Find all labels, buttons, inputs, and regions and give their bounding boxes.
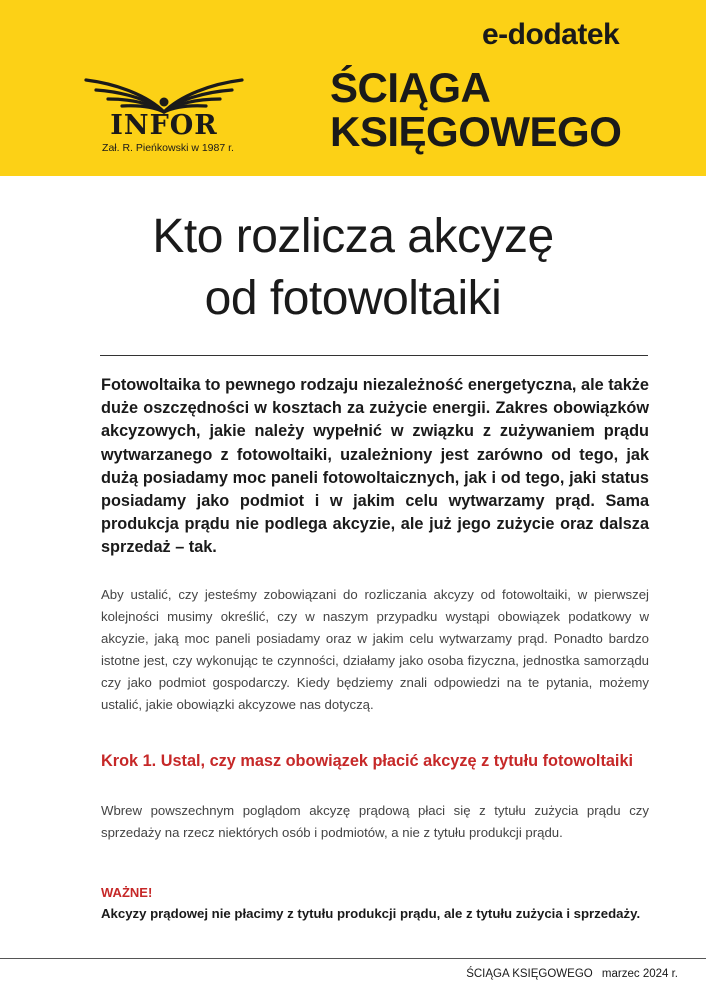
title-divider xyxy=(100,355,648,356)
important-note: Akcyzy prądowej nie płacimy z tytułu produkcji prądu, ale z tytułu zużycia i sprzedaży. xyxy=(101,906,641,921)
footer-divider xyxy=(0,958,706,959)
body-paragraph-1: Aby ustalić, czy jesteśmy zobowiązani do rozliczania akcyzy od fotowoltaiki, w pierwszej kolejności musimy określić, czy w naszym przypadku wystąpi obowiązek podatkowy w akcyzie, jaką moc paneli posiadamy oraz w jakim celu wytwarzamy prąd. Ponadto bardzo istotne jest, czy wykonując te czynności, działamy jako osoba fizyczna, jednostka samorządu czy jako podmiot gospodarczy. Kiedy będziemy znali odpowiedzi na te pytania, możemy ustalić, jakie obowiązki akcyzowe nas dotyczą. xyxy=(101,587,649,712)
header-banner xyxy=(0,0,706,176)
lead-paragraph: Fotowoltaika to pewnego rodzaju niezależność energetyczna, ale także duże oszczędności w kosztach za zużycie energii. Zakres obowiązków akcyzowych, jakie należy wypełnić w związku z zużywaniem prądu wytwarzanego z fotowoltaiki, uzależniony jest zarówno od tego, jak dużą posiadamy moc paneli fotowoltaicznych, jak i od tego, jaki status posiadamy jako podmiot i w jakim celu wytwarzamy prąd. Sama produkcja prądu nie podlega akcyzie, ale już jego zużycie oraz dalsza sprzedaż – tak. xyxy=(101,376,649,557)
publication-title-line1: ŚCIĄGA xyxy=(330,64,491,111)
footer-date: marzec 2024 r. xyxy=(601,968,678,980)
body-paragraph-2: Wbrew powszechnym poglądom akcyzę prądową płaci się z tytułu zużycia prądu czy sprzedaży na rzecz niektórych osób i podmiotów, a nie z tytułu produkcji prądu. xyxy=(101,803,649,840)
article-title-line2: od fotowoltaiki xyxy=(204,272,502,325)
logo-name: INFOR xyxy=(110,110,218,141)
infor-logo xyxy=(84,72,244,154)
article-title-line1: Kto rozlicza akcyzę xyxy=(152,210,554,263)
page-footer xyxy=(466,968,678,980)
footer-publication: ŚCIĄGA KSIĘGOWEGO xyxy=(466,968,593,980)
important-label: WAŻNE! xyxy=(101,885,153,900)
step-1-heading: Krok 1. Ustal, czy masz obowiązek płacić akcyzę z tytułu fotowoltaiki xyxy=(101,752,634,770)
publication-title xyxy=(330,66,621,154)
logo-tagline: Zał. R. Pieńkowski w 1987 r. xyxy=(102,142,234,154)
article-title xyxy=(0,206,706,330)
publication-title-line2: KSIĘGOWEGO xyxy=(330,108,622,155)
supplement-badge: e-dodatek xyxy=(482,18,620,51)
